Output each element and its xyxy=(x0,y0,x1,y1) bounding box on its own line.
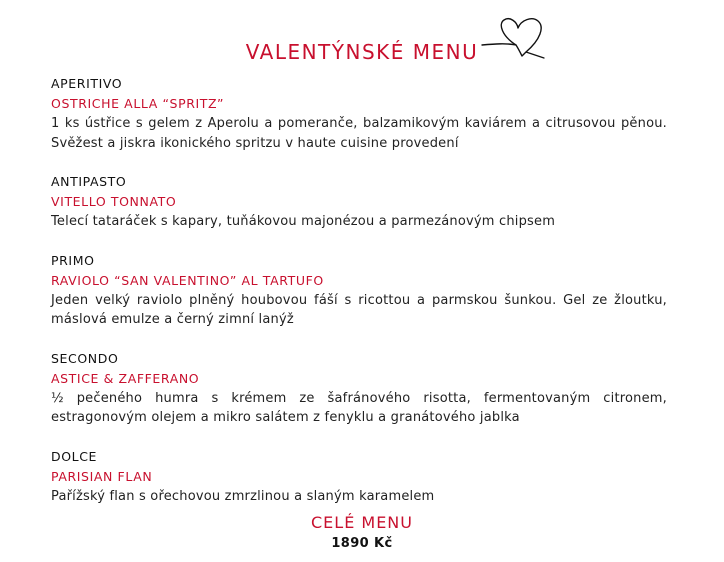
course-label: SECONDO xyxy=(51,350,119,366)
total-price: 1890 Kč xyxy=(331,536,393,551)
dish-name: PARISIAN FLAN xyxy=(51,468,153,484)
course-section-dolce xyxy=(51,447,667,507)
dish-description: Pařížský flan s ořechovou zmrzlinou a slaným karamelem xyxy=(51,488,435,504)
course-section-primo xyxy=(51,251,667,330)
course-section-aperitivo xyxy=(51,74,667,153)
menu-title: VALENTÝNSKÉ MENU xyxy=(245,40,479,64)
course-label: APERITIVO xyxy=(51,76,123,91)
dish-name: OSTRICHE ALLA “SPRITZ” xyxy=(51,96,225,111)
dish-description: 1 ks ústřice s gelem z Aperolu a pomeranče, balzamikovým kaviárem a citrusovou pěnou. Svěžest a jiskra ikonického spritzu v haute cuisine provedení xyxy=(51,116,667,151)
dish-name: RAVIOLO “SAN VALENTINO” AL TARTUFO xyxy=(51,272,324,288)
title-wrap xyxy=(0,40,724,64)
dish-name: VITELLO TONNATO xyxy=(51,194,177,209)
dish-description: Jeden velký raviolo plněný houbovou fáší s ricottou a parmskou šunkou. Gel ze žloutku, máslová emulze a černý zimní lanýž xyxy=(51,292,667,327)
dish-name: ASTICE & ZAFFERANO xyxy=(51,370,200,386)
menu-total xyxy=(0,512,724,554)
menu-courses xyxy=(51,74,667,525)
course-label: DOLCE xyxy=(51,448,98,464)
course-section-antipasto xyxy=(51,172,667,232)
total-label: CELÉ MENU xyxy=(311,513,413,532)
course-label: PRIMO xyxy=(51,252,95,268)
dish-description: ½ pečeného humra s krémem ze šafránového risotta, fermentovaným citronem, estragonovým olejem a mikro salátem z fenyklu a granátového jablka xyxy=(51,390,667,425)
dish-description: Telecí tataráček s kapary, tuňákovou majonézou a parmezánovým chipsem xyxy=(51,214,556,229)
course-section-secondo xyxy=(51,349,667,428)
course-label: ANTIPASTO xyxy=(51,174,127,189)
